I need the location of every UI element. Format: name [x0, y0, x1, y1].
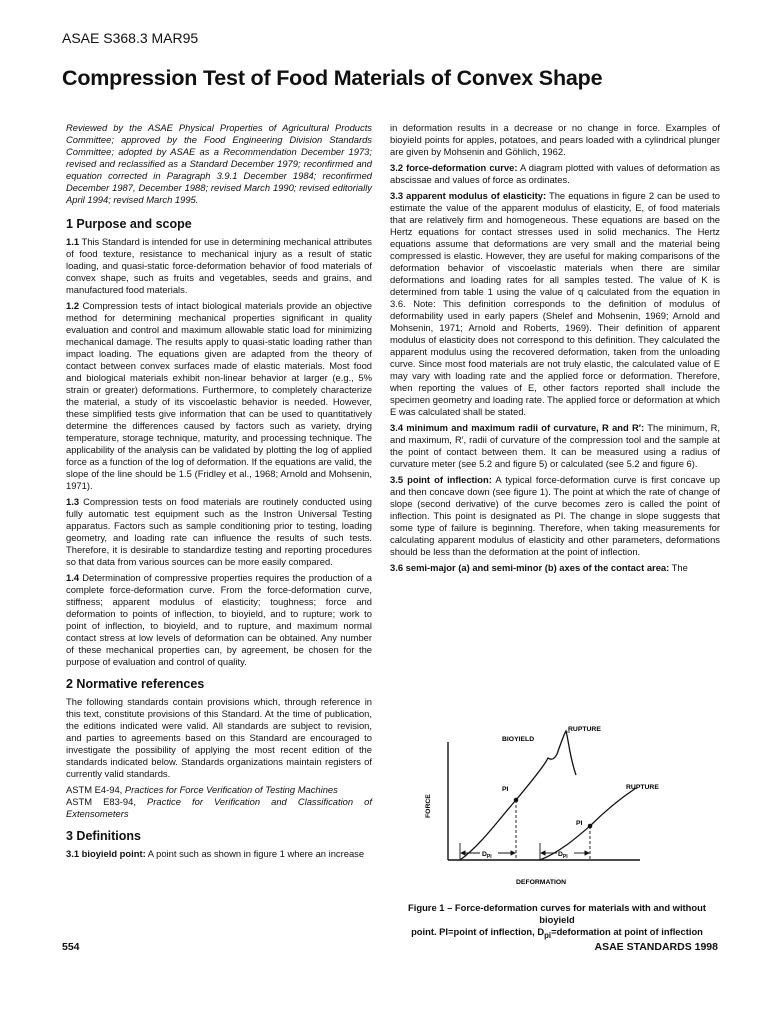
definition-text: The equations in figure 2 can be used to estimate the value of the apparent modulus of elasticity, E, of food materials that are relatively firm and homogeneous. These equations are based on the Hertz equations for contact stresses used in solid mechanics. The Hertz equations assume that deformations are very small and the material being compressed is elastic. However, they are useful for making comparisons of the deformation behavior of viscoelastic materials when there are similar deformations and loading rates for all samples tested. The value of K is determined from table 1 using the value of q calculated from the equation in 3.6. Note: This definition corresponds to the definition of modulus of deformability used in early papers (Shelef and Mohsenin, 1969; Arnold and Mohsenin, 1971; Arnold and Roberts, 1969). Their definition of apparent modulus of elasticity does not correspond to this definition. They calculated the apparent modulus using the recovered deformation, taken from the unloading curve. Since most food materials are not truly elastic, the calculated value of E may vary with loading rate and the applied force or deformation. Therefore, when reporting the values of E, other factors reported shall include the specimen geometry and loading rate. The applied force or deformation at which E was calculated shall be stated. — [390, 190, 721, 417]
dpi-label-right: $D_{PI}$ — [558, 851, 568, 860]
clause-1-2 — [66, 300, 372, 492]
definition-term: 3.1 bioyield point: — [66, 848, 146, 859]
clause-3-4 — [390, 422, 720, 470]
definition-text: A typical force-deformation curve is first concave up and then concave down (see figure 1). The point at which the rate of change of slope (second derivative) of the curve becomes zero is called the point of inflection. This point is designated as PI. The change in slope suggests that some type of failure is beginning. Therefore, when taking measurements for calculating apparent modulus of elasticity and other parameters, deformations should be less than the deformation at the point of inflection. — [390, 474, 720, 557]
pi-label-left: PI — [502, 786, 509, 793]
clause-1-1 — [66, 236, 372, 296]
clause-1-3 — [66, 496, 372, 568]
definition-text: A diagram plotted with values of deformation as abscissae and values of force as ordinates. — [390, 162, 720, 185]
definition-term: 3.6 semi-major (a) and semi-minor (b) axes of the contact area: — [390, 562, 670, 573]
section-heading-definitions: 3 Definitions — [66, 829, 142, 843]
document-title: Compression Test of Food Materials of Convex Shape — [62, 66, 603, 90]
continued-text: in deformation results in a decrease or no change in force. Examples of bioyield points for apples, potatoes, and pears loaded with a cylindrical plunger are given by Mohsenin and Göhlich, 1962. — [390, 122, 720, 157]
publication-name: ASAE STANDARDS 1998 — [594, 941, 718, 953]
clause-text: Determination of compressive properties requires the production of a complete force-deformation curve. From the force-deformation curve, stiffness; apparent modulus of elasticity; toughness; force and deformation to points of inflection, to bioyield, and to rupture; work to point of inflection, to bioyield, and to rupture, and maximum normal contact stress at low levels of deformation can be obtained. Any number of these mechanical properties can, by agreement, be chosen for the purpose of evaluation and control of quality. — [66, 572, 372, 667]
figure-caption — [394, 902, 720, 942]
clause-3-5 — [390, 474, 720, 558]
pi-label-right: PI — [576, 820, 583, 827]
rupture-label-right: RUPTURE — [626, 784, 659, 791]
review-note: Reviewed by the ASAE Physical Properties of Agricultural Products Committee; approved by the Food Engineering Division Standards Committee; adopted by ASAE as a Recommendation December 1973; revised and reclassified as a Standard December 1979; reconfirmed and equation corrected in Paragraph 3.9.1 December 1984; reconfirmed December 1987, December 1988; revised March 1990; revised editorially April 1994; revised March 1995. — [66, 122, 372, 205]
force-deformation-diagram — [400, 718, 710, 898]
caption-line-2: point. PI=point of inflection, $D_{pi}=deformation$ at point of inflection — [411, 926, 703, 940]
definition-text: The — [669, 562, 688, 573]
reference-id: ASTM E83-94, — [66, 796, 148, 807]
clause-number: 1.3 — [66, 496, 80, 507]
right-column — [390, 122, 720, 578]
reference-item — [66, 784, 372, 796]
reference-item — [66, 796, 372, 820]
clause-number: 1.2 — [66, 300, 80, 311]
figure-1 — [400, 718, 710, 898]
clause-3-3 — [390, 190, 720, 418]
caption-line-1: Figure 1 – Force-deformation curves for materials with and without bioyield — [408, 902, 706, 925]
clause-3-1 — [66, 848, 372, 860]
clause-3-2 — [390, 162, 720, 186]
reference-title: Practices for Force Verification of Testing Machines — [124, 784, 338, 795]
clause-number: 1.1 — [66, 236, 80, 247]
clause-3-6 — [390, 562, 720, 574]
standard-designation: ASAE S368.3 MAR95 — [62, 30, 199, 46]
bioyield-curve — [460, 731, 576, 860]
section-heading-normative: 2 Normative references — [66, 677, 205, 691]
definition-term: 3.3 apparent modulus of elasticity: — [390, 190, 547, 201]
left-column — [66, 122, 372, 864]
definition-text: A point such as shown in figure 1 where an increase — [145, 848, 365, 859]
section-heading-purpose: 1 Purpose and scope — [66, 217, 192, 231]
rupture-label-top: RUPTURE — [568, 726, 601, 733]
clause-1-4 — [66, 572, 372, 668]
y-axis-label: FORCE — [425, 794, 432, 818]
bioyield-label: BIOYIELD — [502, 736, 535, 743]
definition-term: 3.4 minimum and maximum radii of curvature, R and R′: — [390, 422, 645, 433]
definition-term: 3.5 point of inflection: — [390, 474, 492, 485]
clause-text: Compression tests of intact biological materials provide an objective method for determining mechanical properties significant in quality evaluation and control and maximum allowable static load for minimizing mechanical damage. The results apply to quasi-static loading rather than impact loading. The equations given are adapted from the theory of contact between convex surfaces made of elastic materials. Most food and biological materials exhibit non-linear behavior at larger (e.g., 5% strain or greater) deformations. Furthermore, to completely characterize the material, a study of its viscoelastic behavior is needed. However, these simplified tests give information that can be used to quantitatively determine the differences caused by factors such as variety, drying temperature, storage technique, maturity, and processing technique. The applicability of the analysis can be validated by plotting the log of applied force as a function of the log of deformation. If the equations are valid, the slope of the line should be 1.5 (Fridley et al., 1968; Arnold and Mohsenin, 1971). — [66, 300, 372, 491]
reference-list — [66, 784, 372, 820]
x-axis-label: DEFORMATION — [516, 879, 567, 886]
no-bioyield-curve — [540, 788, 636, 860]
definition-text: The minimum, R, and maximum, R′, radii of curvature of the compression tool and the sample at the point of contact between them. It can be measured using a radius of curvature meter (see 5.2 and figure 5) or calculated (see 5.2 and figure 6). — [390, 422, 720, 469]
clause-text: Compression tests on food materials are routinely conducted using fully automatic test equipment such as the Instron Universal Testing apparatus. Factors such as sample conditioning prior to testing, loading geometry, and loading rate can influence the results of such tests. Therefore, it is desirable to standardize testing and reporting procedures so that data from various sources can be more easily compared. — [66, 496, 372, 567]
reference-id: ASTM E4-94, — [66, 784, 125, 795]
clause-text: This Standard is intended for use in determining mechanical attributes of food texture, resistance to mechanical injury as a result of static loading, and quasi-static force-deformation behavior of food materials of convex shape, such as fruits and vegetables, seeds and grains, and manufactured food materials. — [66, 236, 372, 295]
page-number: 554 — [62, 941, 80, 953]
definition-term: 3.2 force-deformation curve: — [390, 162, 518, 173]
normative-intro: The following standards contain provisions which, through reference in this text, constitute provisions of this Standard. At the time of publication, the editions indicated were valid. All standards are subject to revision, and parties to agreements based on this Standard are encouraged to investigate the possibility of applying the most recent edition of the standards indicated below. Standards organizations maintain registers of currently valid standards. — [66, 696, 372, 779]
reference-title: Practice for Verification and Classification of Extensometers — [66, 796, 372, 819]
clause-number: 1.4 — [66, 572, 80, 583]
dpi-label-left: $D_{PI}$ — [482, 851, 492, 860]
